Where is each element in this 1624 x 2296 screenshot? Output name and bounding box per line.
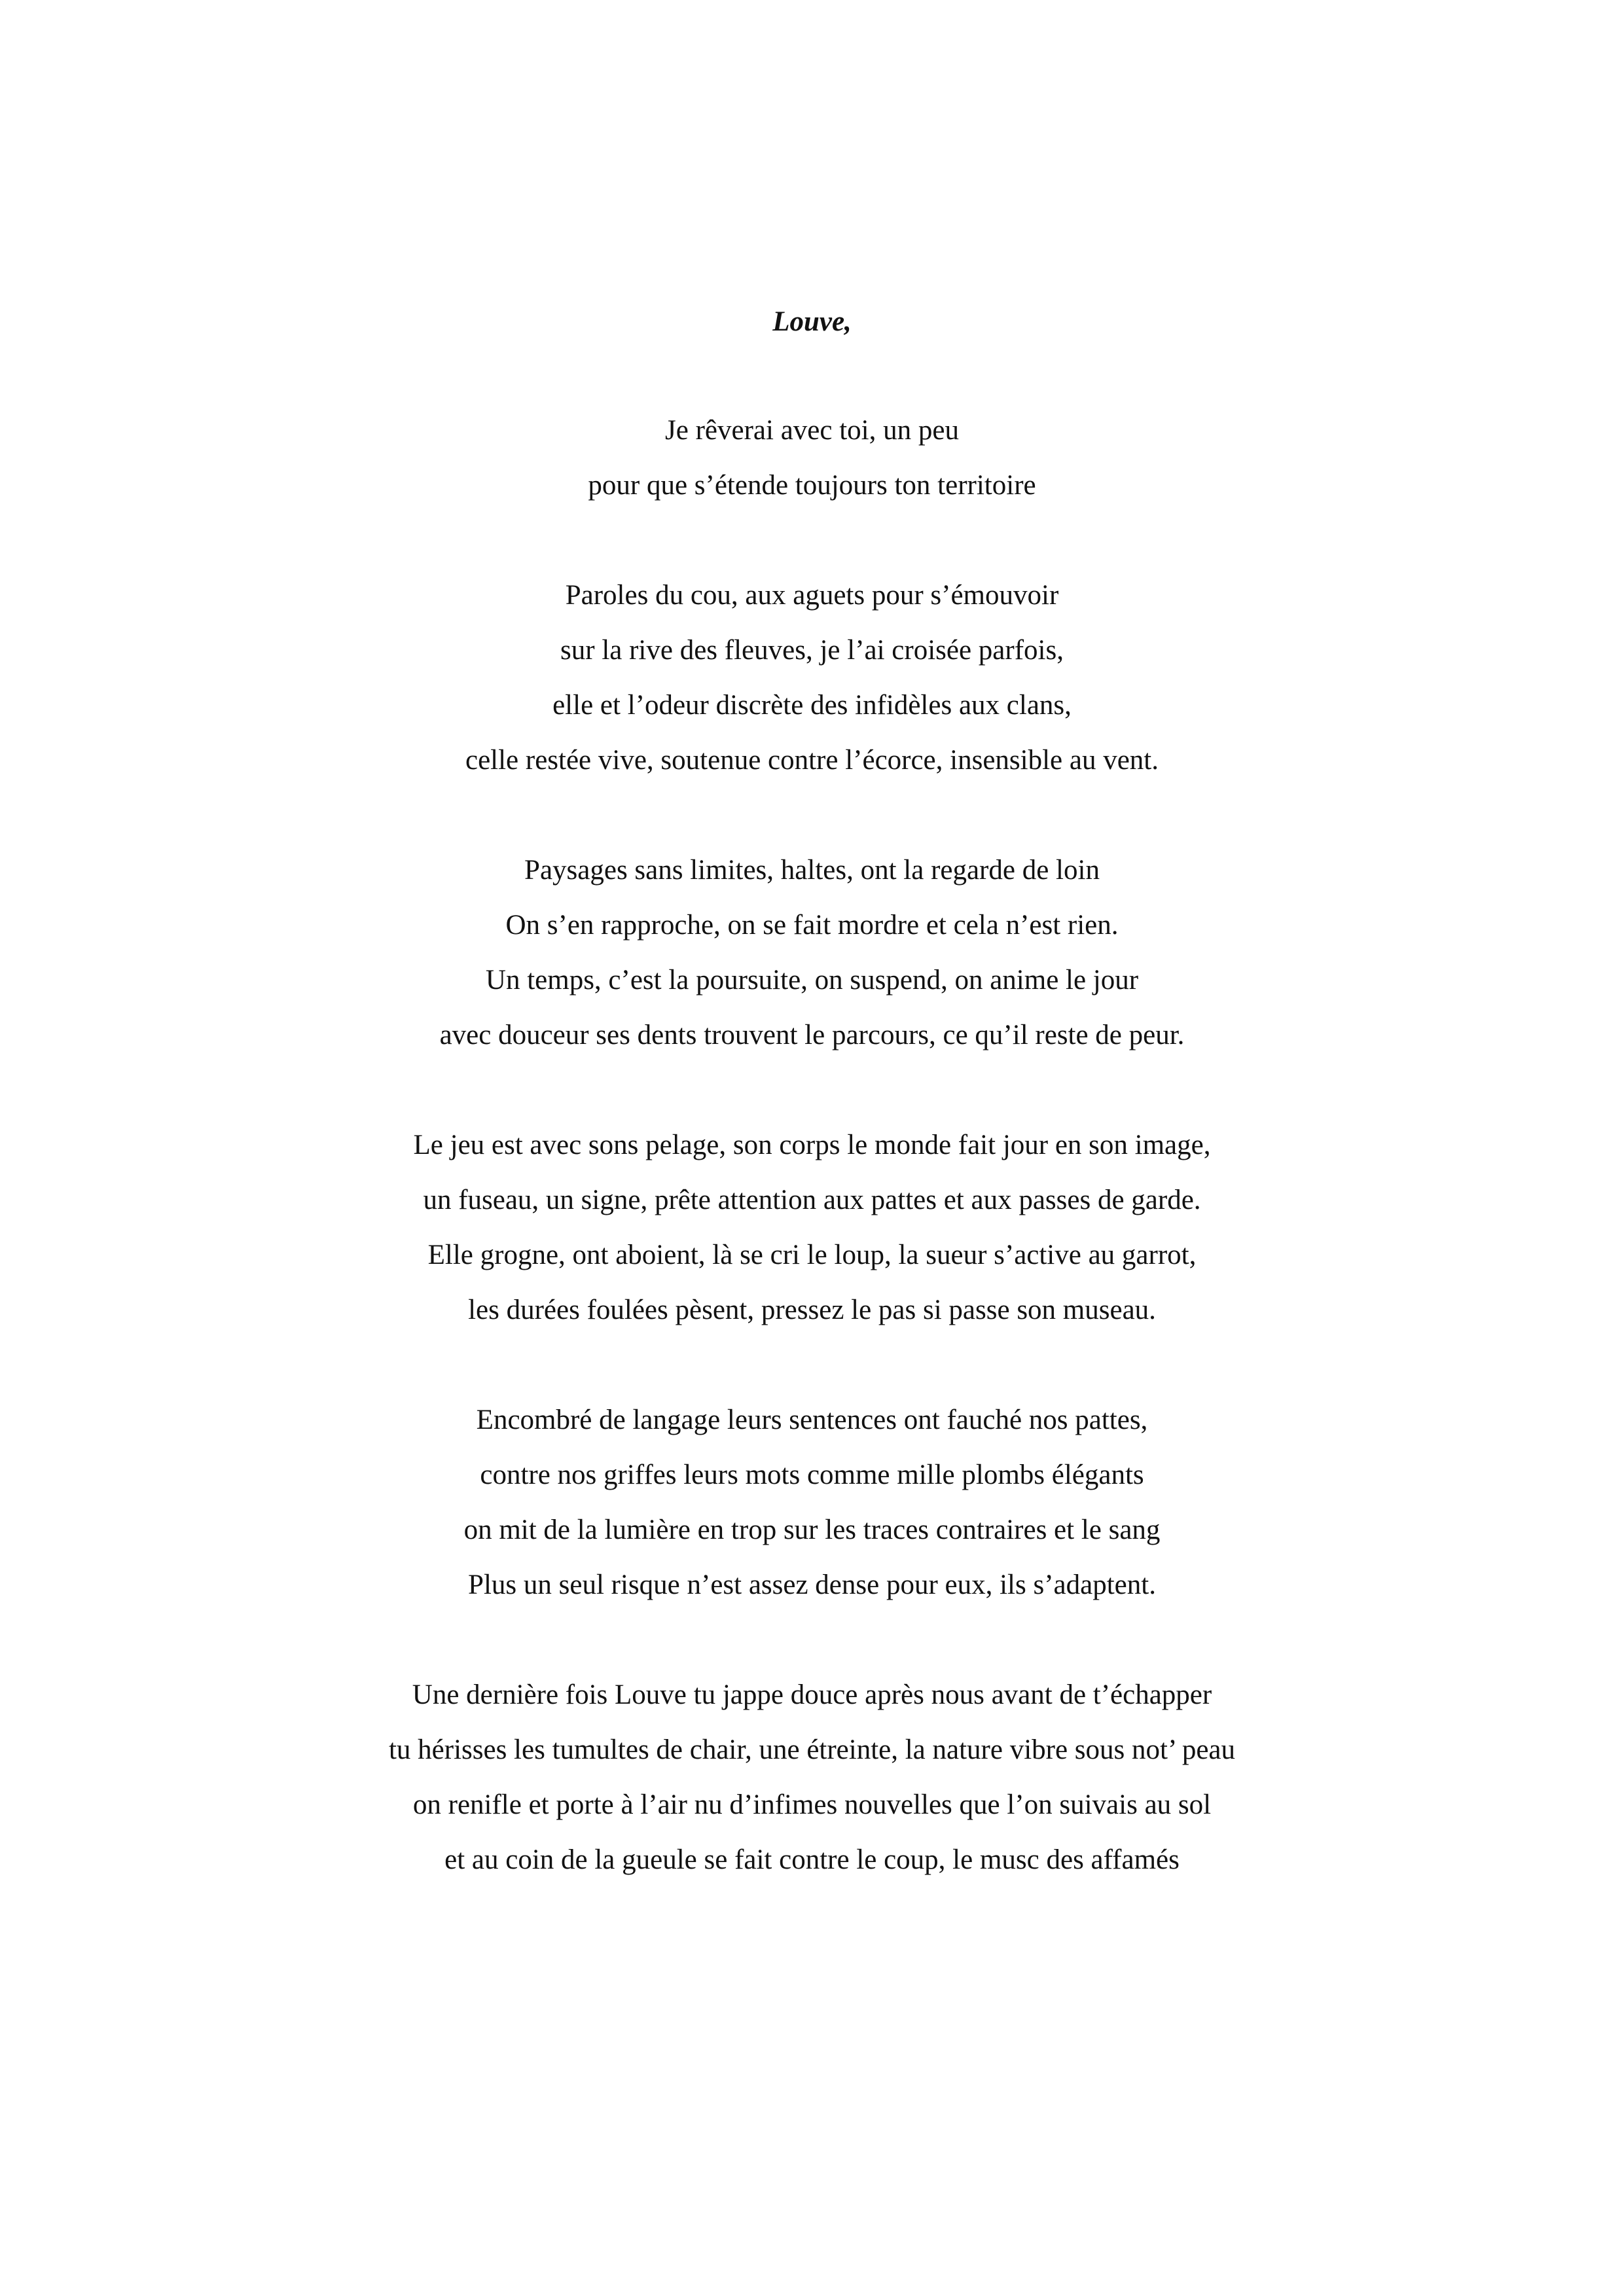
stanza: [0, 403, 1624, 513]
poem-line: avec douceur ses dents trouvent le parcours, ce qu’il reste de peur.: [439, 1020, 1185, 1050]
poem-line: Paysages sans limites, haltes, ont la regarde de loin: [524, 855, 1100, 886]
poem-title: Louve,: [772, 306, 852, 337]
stanza: [0, 568, 1624, 788]
poem-line: Paroles du cou, aux aguets pour s’émouvoir: [565, 580, 1059, 611]
poem-line: Plus un seul risque n’est assez dense pour eux, ils s’adaptent.: [468, 1570, 1156, 1600]
poem-line: sur la rive des fleuves, je l’ai croisée parfois,: [560, 635, 1064, 666]
poem-line: Une dernière fois Louve tu jappe douce après nous avant de t’échapper: [412, 1679, 1212, 1710]
poem-line: Encombré de langage leurs sentences ont fauché nos pattes,: [476, 1405, 1148, 1435]
poem-line: On s’en rapproche, on se fait mordre et cela n’est rien.: [505, 910, 1119, 941]
poem-line: les durées foulées pèsent, pressez le pas si passe son museau.: [468, 1295, 1156, 1325]
stanza: [0, 843, 1624, 1063]
poem-line: Elle grogne, ont aboient, là se cri le loup, la sueur s’active au garrot,: [427, 1240, 1197, 1270]
stanza: [0, 1393, 1624, 1613]
poem-line: Un temps, c’est la poursuite, on suspend, on anime le jour: [485, 965, 1139, 996]
poem-line: celle restée vive, soutenue contre l’écorce, insensible au vent.: [465, 745, 1159, 776]
poem-line: Le jeu est avec sons pelage, son corps le monde fait jour en son image,: [413, 1130, 1211, 1160]
poem-line: elle et l’odeur discrète des infidèles aux clans,: [552, 690, 1072, 721]
stanza: [0, 1668, 1624, 1888]
poem-line: on mit de la lumière en trop sur les traces contraires et le sang: [463, 1515, 1161, 1545]
stanza: [0, 1118, 1624, 1338]
poem-line: et au coin de la gueule se fait contre le coup, le musc des affamés: [444, 1844, 1180, 1875]
poem-line: tu hérisses les tumultes de chair, une étreinte, la nature vibre sous not’ peau: [388, 1734, 1236, 1765]
poem-line: contre nos griffes leurs mots comme mille plombs élégants: [480, 1460, 1144, 1490]
poem-line: on renifle et porte à l’air nu d’infimes nouvelles que l’on suivais au sol: [412, 1789, 1212, 1820]
poem-line: un fuseau, un signe, prête attention aux pattes et aux passes de garde.: [423, 1185, 1201, 1215]
poem-body: [0, 403, 1624, 1888]
poem-line: pour que s’étende toujours ton territoire: [588, 470, 1036, 501]
poem-line: Je rêverai avec toi, un peu: [665, 415, 959, 446]
